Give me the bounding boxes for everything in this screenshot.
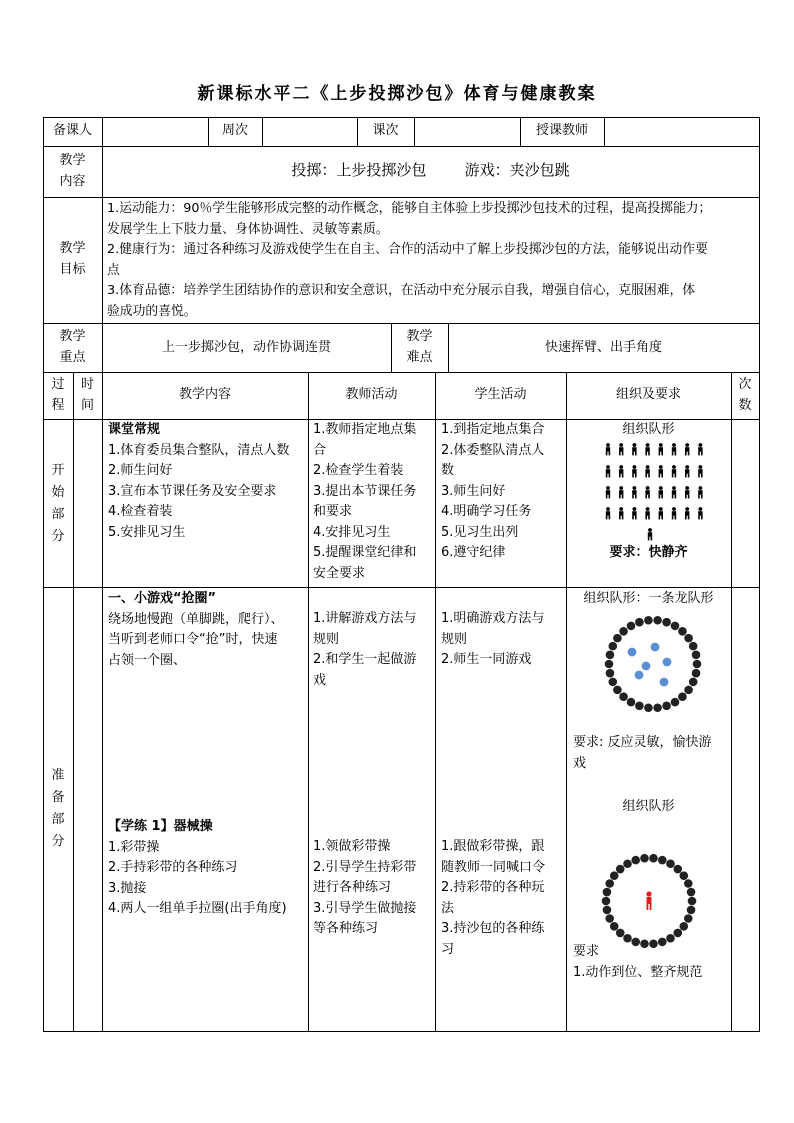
col-count: 次 数 [738, 377, 752, 413]
ring-dot [627, 622, 636, 631]
student-figure [619, 507, 623, 519]
ring-dot [679, 922, 688, 931]
objectives-text: 1.运动能力：90％学生能够形成完整的动作概念，能够自主体验上步投掷沙包技术的过程，提高投掷能力； 发展学生上下肢力量、身体协调性、灵敏等素质。 2.健康行为：通过各种练习及游戏使学生在自主、合作的活动中了解上步投掷沙包的方法，能够说出动作要 点 3.体育品德：培养学生团结协作的意识和安全意识，在活动中充分展示自我，增强自信心，克服困难，体 验成功的喜悦。 [107, 201, 712, 319]
ring-dot [609, 678, 618, 687]
drill-teacher: 1.领做彩带操 2.引导学生持彩带 进行各种练习 3.引导学生做抛接 等各种练习 [313, 839, 417, 936]
drill-student: 1.跟做彩带操，跟 随教师一同喊口令 2.持彩带的各种玩 法 3.持沙包的各种练 习 [441, 839, 546, 957]
objectives-label: 教学 目标 [59, 241, 86, 277]
ring-dot [688, 897, 697, 906]
student-figure [698, 486, 702, 498]
teacher-icon [646, 891, 651, 910]
student-figure [672, 465, 676, 477]
ring-dot [631, 856, 640, 865]
ring-dot [687, 888, 696, 897]
student-figure [698, 465, 702, 477]
ring-dot [640, 854, 649, 863]
col-organization: 组织及要求 [615, 387, 681, 402]
ring-dot [692, 651, 701, 660]
student-figure [606, 507, 610, 519]
game-student: 1.明确游戏方法与 规则 2.师生一同游戏 [441, 611, 545, 667]
drill-org-title: 组织队形 [622, 799, 675, 814]
ring-dot [689, 678, 698, 687]
ring-dot [627, 698, 636, 707]
start-section-label: 开 始 部 分 [51, 463, 65, 544]
student-figure [619, 443, 623, 455]
key-points-label: 教学 重点 [59, 329, 86, 365]
ring-dot [678, 692, 687, 701]
ring-dot [662, 702, 671, 711]
student-figure [645, 507, 649, 519]
drill-content: 【学练 1】器械操 1.彩带操 2.手持彩带的各种练习 3.抛接 4.两人一组单手拉圈(出手角度) [108, 819, 287, 916]
week-label: 周次 [221, 123, 248, 138]
ring-dot [693, 660, 702, 669]
student-figure [685, 486, 689, 498]
ring-dot [692, 669, 701, 678]
student-figure [659, 443, 663, 455]
student-figure [698, 443, 702, 455]
ring-dot [606, 651, 615, 660]
student-dot [628, 648, 637, 657]
ring-dot [673, 865, 682, 874]
student-figure [632, 507, 636, 519]
start-org-title: 组织队形 [622, 422, 675, 437]
ring-dot [616, 929, 625, 938]
student-dot [660, 678, 669, 687]
ring-dot [653, 616, 662, 625]
ring-dot [603, 888, 612, 897]
difficulty-text: 快速挥臂、出手角度 [544, 340, 662, 355]
start-org-requirement: 要求：快静齐 [609, 545, 688, 560]
ring-dot [610, 922, 619, 931]
ring-dot [623, 859, 632, 868]
student-figure [698, 507, 702, 519]
ring-dot [678, 627, 687, 636]
student-figure [606, 486, 610, 498]
ring-dot [684, 634, 693, 643]
lesson-label: 课次 [372, 123, 399, 138]
ring-dot [605, 660, 614, 669]
student-figure [645, 486, 649, 498]
student-figure [645, 443, 649, 455]
col-teacher: 教师活动 [345, 387, 398, 402]
student-figure [672, 507, 676, 519]
student-figure [606, 465, 610, 477]
student-figure [672, 443, 676, 455]
student-dot [642, 662, 651, 671]
ring-dot [602, 897, 611, 906]
ring-dot [649, 854, 658, 863]
drill-formation-ring [566, 852, 731, 952]
ring-dot [609, 642, 618, 651]
student-figure [632, 443, 636, 455]
ring-dot [679, 871, 688, 880]
game-org-title: 组织队形：一条龙队形 [583, 591, 714, 606]
ring-dot [684, 879, 693, 888]
student-figure [659, 507, 663, 519]
drill-org-req: 要求 1.动作到位、整齐规范 [573, 944, 703, 980]
col-content: 教学内容 [178, 387, 231, 402]
student-dot [635, 671, 644, 680]
ring-dot [635, 618, 644, 627]
ring-dot [666, 859, 675, 868]
ring-dot [613, 686, 622, 695]
student-figure [606, 443, 610, 455]
start-teacher: 1.教师指定地点集 合 2.检查学生着装 3.提出本节课任务 和要求 4.安排见习生 5.提醒课堂纪律和 安全要求 [313, 422, 417, 581]
student-figure [672, 486, 676, 498]
student-figure [632, 486, 636, 498]
student-figure [619, 465, 623, 477]
ring-dot [644, 703, 653, 712]
col-student: 学生活动 [474, 387, 527, 402]
ring-dot [687, 906, 696, 915]
ring-dot [605, 914, 614, 923]
ring-dot [644, 616, 653, 625]
ring-dot [689, 642, 698, 651]
content-text: 投掷：上步投掷沙包 游戏：夹沙包跳 [291, 161, 570, 179]
ring-dot [613, 634, 622, 643]
ring-dot [605, 879, 614, 888]
student-figure [685, 465, 689, 477]
ring-dot [610, 871, 619, 880]
ring-dot [619, 627, 628, 636]
ring-dot [671, 698, 680, 707]
student-figure [659, 465, 663, 477]
ring-dot [662, 618, 671, 627]
teacher-figure [648, 528, 652, 540]
ring-dot [616, 865, 625, 874]
game-content: 一、小游戏“抢圈” 绕场地慢跑（单脚跳，爬行）、 当听到老师口令“抢”时，快速 占领一个圈、 [108, 591, 284, 668]
ring-dot [606, 669, 615, 678]
prep-section-label: 准 备 部 分 [51, 768, 65, 849]
ring-dot [673, 929, 682, 938]
start-student: 1.到指定地点集合 2.体委整队清点人 数 3.师生问好 4.明确学习任务 5.见习生出列 6.遵守纪律 [441, 422, 545, 560]
page-title: 新课标水平二《上步投掷沙包》体育与健康教案 [197, 84, 597, 104]
ring-dot [671, 622, 680, 631]
game-teacher: 1.讲解游戏方法与 规则 2.和学生一起做游 戏 [313, 611, 417, 688]
student-figure [645, 465, 649, 477]
dragon-formation-ring [566, 612, 731, 722]
col-process: 过 程 [51, 377, 65, 413]
ring-dot [635, 702, 644, 711]
teacher-label: 授课教师 [535, 123, 588, 138]
formation-diagram [566, 440, 731, 540]
student-dot [663, 658, 672, 667]
difficulty-label: 教学 难点 [406, 329, 433, 365]
ring-dot [684, 686, 693, 695]
ring-dot [653, 703, 662, 712]
key-points-text: 上一步掷沙包，动作协调连贯 [161, 340, 331, 355]
preparer-label: 备课人 [52, 123, 92, 138]
content-label: 教学 内容 [59, 153, 86, 189]
ring-dot [619, 692, 628, 701]
student-dot [651, 643, 660, 652]
student-figure [619, 486, 623, 498]
col-time: 时 间 [80, 377, 94, 413]
start-content: 课堂常规 1.体育委员集合整队，清点人数 2.师生问好 3.宣布本节课任务及安全要求 4.检查着装 5.安排见习生 [108, 422, 290, 540]
ring-dot [603, 906, 612, 915]
student-figure [685, 507, 689, 519]
ring-dot [684, 914, 693, 923]
student-figure [659, 486, 663, 498]
ring-dot [658, 856, 667, 865]
student-figure [632, 465, 636, 477]
student-figure [685, 443, 689, 455]
game-org-req: 要求: 反应灵敏，愉快游 戏 [573, 735, 712, 771]
